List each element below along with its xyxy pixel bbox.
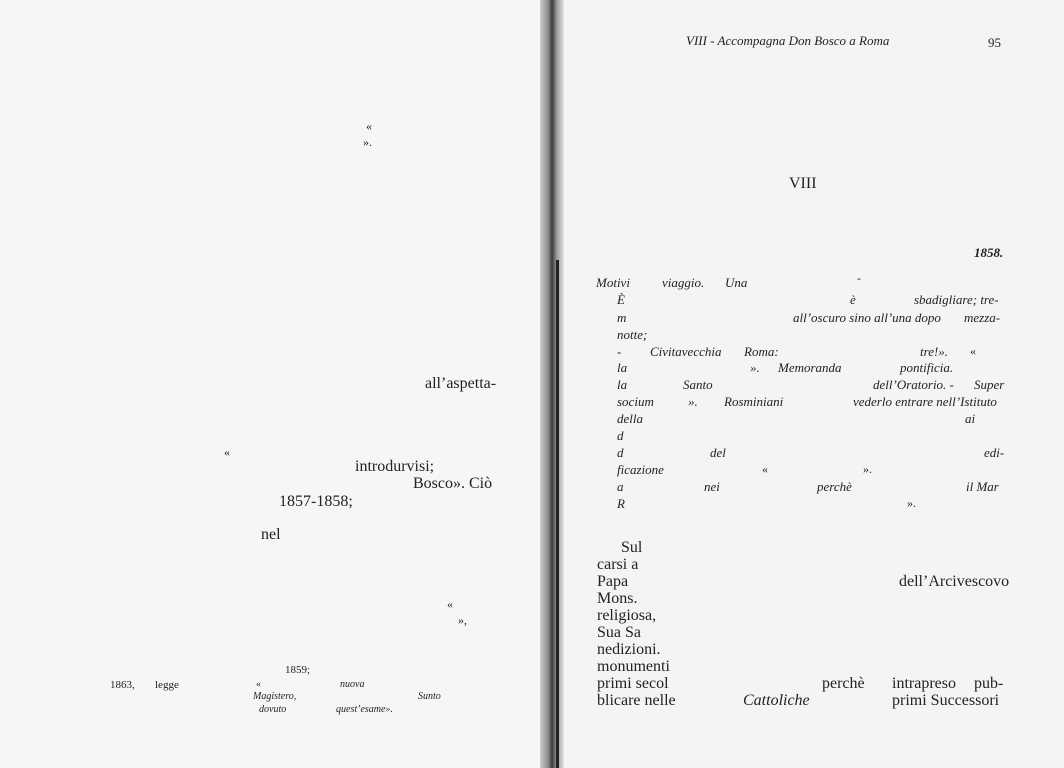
text-fragment: Sul: [621, 539, 643, 556]
text-fragment: «: [970, 344, 976, 358]
text-fragment: «: [366, 119, 372, 133]
text-fragment: -: [617, 344, 622, 359]
chapter-number: VIII: [789, 175, 817, 192]
text-fragment: È: [617, 292, 625, 307]
text-fragment: del: [710, 445, 726, 460]
text-fragment: ».: [363, 135, 372, 149]
text-fragment: della: [617, 411, 643, 426]
text-fragment: 1859;: [285, 664, 311, 676]
text-fragment: all’aspetta-: [425, 375, 497, 392]
text-fragment: tre!».: [920, 344, 949, 359]
text-fragment: «: [762, 462, 768, 476]
text-fragment: Sunto: [418, 691, 441, 702]
running-head: VIII - Accompagna Don Bosco a Roma: [686, 33, 890, 48]
text-fragment: notte;: [617, 327, 648, 342]
text-fragment: socium: [617, 394, 654, 409]
text-fragment: Mons.: [597, 590, 638, 607]
text-fragment: R: [617, 496, 625, 511]
text-fragment: ai: [965, 411, 976, 426]
text-fragment: nel: [261, 526, 281, 543]
text-fragment: ».: [750, 360, 760, 375]
text-fragment: ».: [863, 462, 872, 476]
text-fragment: Una: [725, 275, 748, 290]
text-fragment: Roma:: [744, 344, 779, 359]
chapter-year: 1858.: [974, 245, 1004, 260]
text-fragment: Papa: [597, 573, 629, 590]
text-fragment: m: [617, 310, 627, 325]
page-edge-shadow: [556, 260, 559, 768]
text-fragment: primi secol: [597, 675, 669, 692]
text-fragment: ficazione: [617, 462, 664, 477]
text-fragment: «: [256, 679, 261, 690]
text-fragment: Magistero,: [253, 691, 297, 702]
text-fragment: nei: [704, 479, 720, 494]
text-fragment: Santo: [683, 377, 713, 392]
text-fragment: »,: [458, 613, 467, 627]
text-fragment: quest’esame».: [336, 704, 393, 715]
text-fragment: Rosminiani: [724, 394, 784, 409]
text-fragment: Civitavecchia: [650, 344, 722, 359]
text-fragment: blicare nelle: [597, 692, 676, 709]
text-fragment: «: [224, 445, 230, 459]
text-fragment: 1863,: [110, 679, 135, 691]
text-fragment: il Mar: [966, 479, 999, 494]
text-fragment: Super: [974, 377, 1005, 392]
text-fragment: introdurvisi;: [355, 458, 435, 475]
text-fragment: nedizioni.: [597, 641, 661, 658]
text-fragment: carsi a: [597, 556, 639, 573]
text-fragment: pub-: [974, 675, 1004, 692]
text-fragment: perchè: [817, 479, 852, 494]
text-fragment: nuova: [340, 679, 365, 690]
text-fragment: a: [617, 479, 624, 494]
text-fragment: Memoranda: [778, 360, 842, 375]
text-fragment: pontificia.: [900, 360, 954, 375]
text-fragment: -: [857, 271, 861, 285]
text-fragment: legge: [155, 679, 179, 691]
text-fragment: dovuto: [259, 704, 287, 715]
text-fragment: sbadigliare; tre-: [914, 292, 999, 307]
text-fragment: monumenti: [597, 658, 670, 675]
text-fragment: vederlo entrare nell’Istituto: [853, 394, 997, 409]
text-fragment: 1857-1858;: [279, 493, 353, 510]
text-fragment: «: [447, 597, 453, 611]
book-gutter: [540, 0, 564, 768]
text-fragment: Bosco». Ciò: [413, 475, 493, 492]
text-fragment: religiosa,: [597, 607, 657, 624]
text-fragment: d: [617, 428, 624, 443]
text-fragment: viaggio.: [662, 275, 705, 290]
text-fragment: è: [850, 292, 856, 307]
text-fragment: all’oscuro sino all’una dopo: [793, 310, 941, 325]
text-fragment: primi Successori: [892, 692, 1000, 709]
page-number: 95: [988, 35, 1001, 50]
text-fragment: perchè: [822, 675, 865, 692]
text-fragment: mezza-: [964, 310, 1001, 325]
text-fragment: d: [617, 445, 624, 460]
text-fragment: Cattoliche: [743, 692, 810, 709]
text-fragment: dell’Arcivescovo: [899, 573, 1010, 590]
text-fragment: Motivi: [596, 275, 630, 290]
text-fragment: Sua Sa: [597, 624, 641, 641]
text-fragment: la: [617, 377, 628, 392]
text-fragment: ».: [907, 496, 916, 510]
text-fragment: la: [617, 360, 628, 375]
text-fragment: edi-: [984, 445, 1005, 460]
text-fragment: dell’Oratorio. -: [873, 377, 954, 392]
text-fragment: intrapreso: [892, 675, 956, 692]
text-fragment: ».: [688, 394, 698, 409]
